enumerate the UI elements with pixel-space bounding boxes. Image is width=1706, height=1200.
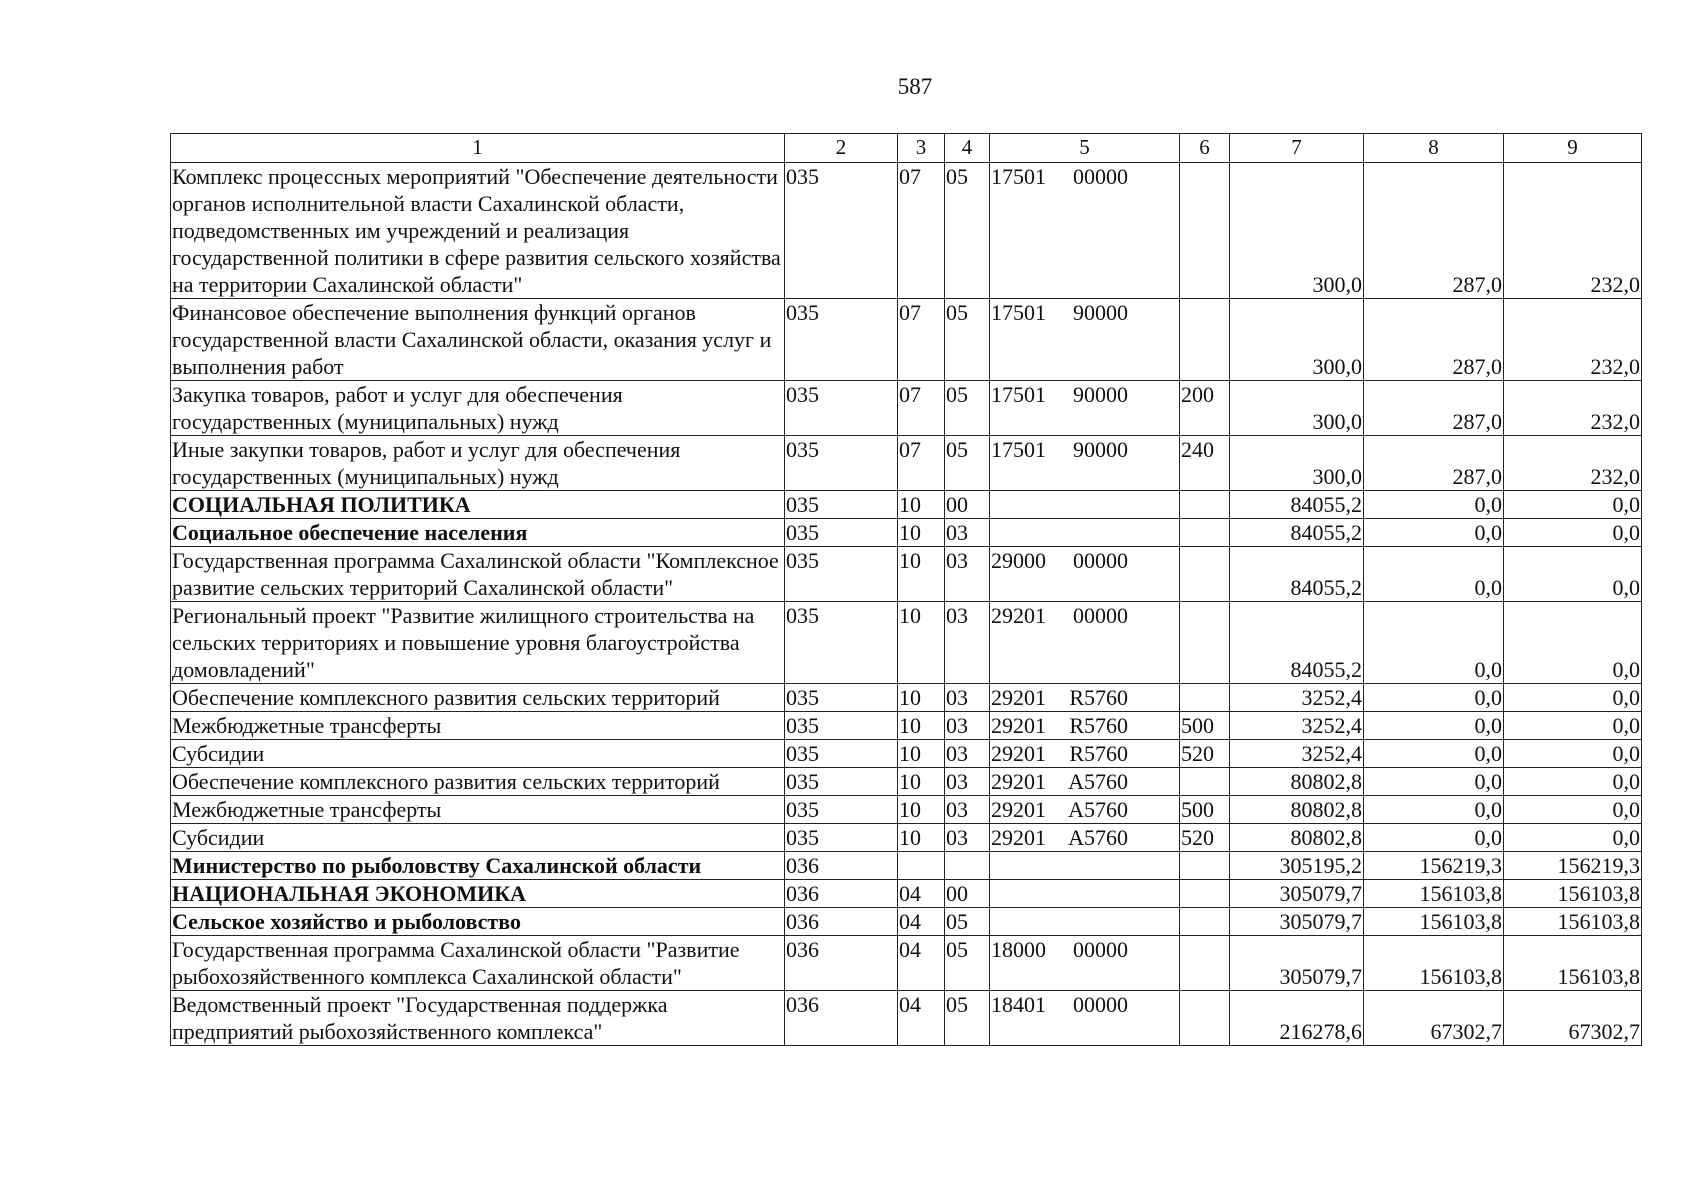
cell-target-article xyxy=(990,768,1180,796)
cell-subsection: 03 xyxy=(945,768,990,796)
cell-amount-col9: 156103,8 xyxy=(1504,880,1642,908)
cell-amount-col9: 232,0 xyxy=(1504,436,1642,491)
cell-target-article-part2: 00000 xyxy=(1073,937,1128,962)
cell-ministry-code: 035 xyxy=(785,796,898,824)
cell-amount-col9: 0,0 xyxy=(1504,602,1642,684)
cell-subsection: 05 xyxy=(945,991,990,1046)
cell-amount-col9: 0,0 xyxy=(1504,824,1642,852)
cell-subsection: 03 xyxy=(945,796,990,824)
row-name: Министерство по рыболовству Сахалинской области xyxy=(171,852,785,880)
cell-target-article-part1: 17501 xyxy=(991,382,1046,407)
cell-amount-col9: 156103,8 xyxy=(1504,908,1642,936)
budget-table xyxy=(170,133,1642,1046)
cell-target-article xyxy=(990,852,1180,880)
table-row xyxy=(171,712,1642,740)
cell-target-article xyxy=(990,547,1180,602)
cell-amount-col7: 300,0 xyxy=(1230,381,1364,436)
cell-subsection: 05 xyxy=(945,936,990,991)
cell-subsection: 03 xyxy=(945,740,990,768)
table-row xyxy=(171,740,1642,768)
table-row xyxy=(171,824,1642,852)
table-row xyxy=(171,519,1642,547)
cell-subsection: 03 xyxy=(945,602,990,684)
cell-amount-col9: 232,0 xyxy=(1504,381,1642,436)
cell-subsection: 05 xyxy=(945,908,990,936)
cell-expense-type: 500 xyxy=(1180,796,1230,824)
cell-amount-col7: 84055,2 xyxy=(1230,602,1364,684)
cell-subsection: 05 xyxy=(945,436,990,491)
cell-ministry-code: 035 xyxy=(785,299,898,381)
cell-amount-col8: 156103,8 xyxy=(1364,908,1504,936)
cell-ministry-code: 036 xyxy=(785,880,898,908)
cell-amount-col8: 0,0 xyxy=(1364,712,1504,740)
cell-amount-col9: 0,0 xyxy=(1504,740,1642,768)
cell-target-article xyxy=(990,824,1180,852)
cell-ministry-code: 035 xyxy=(785,684,898,712)
row-name: Государственная программа Сахалинской области "Комплексное развитие сельских территорий Сахалинской области" xyxy=(171,547,785,602)
cell-target-article xyxy=(990,880,1180,908)
cell-target-article-part2: R5760 xyxy=(1069,741,1128,766)
row-name: Субсидии xyxy=(171,824,785,852)
cell-section: 04 xyxy=(898,908,945,936)
cell-amount-col8: 67302,7 xyxy=(1364,991,1504,1046)
cell-amount-col8: 287,0 xyxy=(1364,163,1504,299)
cell-expense-type xyxy=(1180,852,1230,880)
cell-amount-col8: 0,0 xyxy=(1364,824,1504,852)
cell-amount-col9: 232,0 xyxy=(1504,299,1642,381)
cell-amount-col7: 305079,7 xyxy=(1230,880,1364,908)
cell-expense-type xyxy=(1180,519,1230,547)
cell-ministry-code: 035 xyxy=(785,712,898,740)
cell-amount-col9: 0,0 xyxy=(1504,684,1642,712)
cell-target-article-part2: 90000 xyxy=(1073,437,1128,462)
row-name: Финансовое обеспечение выполнения функций органов государственной власти Сахалинской области, оказания услуг и выполнения работ xyxy=(171,299,785,381)
cell-ministry-code: 035 xyxy=(785,436,898,491)
cell-target-article xyxy=(990,436,1180,491)
cell-amount-col7: 80802,8 xyxy=(1230,796,1364,824)
header-cell: 1 xyxy=(171,134,785,163)
cell-section: 07 xyxy=(898,381,945,436)
table-row xyxy=(171,991,1642,1046)
cell-section: 10 xyxy=(898,491,945,519)
cell-target-article xyxy=(990,796,1180,824)
row-name: Государственная программа Сахалинской области "Развитие рыбохозяйственного комплекса Сахалинской области" xyxy=(171,936,785,991)
cell-amount-col7: 80802,8 xyxy=(1230,824,1364,852)
cell-amount-col7: 3252,4 xyxy=(1230,684,1364,712)
table-row xyxy=(171,602,1642,684)
cell-subsection: 03 xyxy=(945,824,990,852)
cell-section: 04 xyxy=(898,991,945,1046)
cell-target-article-part2: 00000 xyxy=(1073,164,1128,189)
cell-expense-type xyxy=(1180,880,1230,908)
cell-expense-type xyxy=(1180,602,1230,684)
table-row xyxy=(171,491,1642,519)
row-name: Субсидии xyxy=(171,740,785,768)
cell-subsection: 05 xyxy=(945,163,990,299)
cell-target-article-part1: 29201 xyxy=(991,685,1046,710)
cell-expense-type: 520 xyxy=(1180,740,1230,768)
cell-expense-type xyxy=(1180,299,1230,381)
cell-ministry-code: 036 xyxy=(785,852,898,880)
table-row xyxy=(171,299,1642,381)
cell-ministry-code: 035 xyxy=(785,491,898,519)
cell-amount-col9: 0,0 xyxy=(1504,547,1642,602)
cell-ministry-code: 036 xyxy=(785,991,898,1046)
cell-target-article-part1: 29201 xyxy=(991,713,1046,738)
cell-target-article-part1: 29000 xyxy=(991,548,1046,573)
table-row xyxy=(171,936,1642,991)
cell-expense-type xyxy=(1180,547,1230,602)
cell-target-article-part1: 29201 xyxy=(991,769,1046,794)
cell-amount-col8: 287,0 xyxy=(1364,299,1504,381)
cell-target-article-part2: А5760 xyxy=(1068,797,1128,822)
cell-amount-col9: 0,0 xyxy=(1504,712,1642,740)
cell-target-article-part1: 17501 xyxy=(991,437,1046,462)
table-row xyxy=(171,547,1642,602)
row-name: СОЦИАЛЬНАЯ ПОЛИТИКА xyxy=(171,491,785,519)
page-number: 587 xyxy=(897,74,933,99)
cell-subsection: 03 xyxy=(945,712,990,740)
cell-section: 07 xyxy=(898,299,945,381)
cell-subsection: 03 xyxy=(945,519,990,547)
cell-subsection: 00 xyxy=(945,491,990,519)
cell-target-article xyxy=(990,381,1180,436)
cell-amount-col9: 232,0 xyxy=(1504,163,1642,299)
cell-target-article xyxy=(990,991,1180,1046)
cell-amount-col8: 287,0 xyxy=(1364,381,1504,436)
cell-target-article xyxy=(990,684,1180,712)
cell-amount-col8: 0,0 xyxy=(1364,740,1504,768)
cell-target-article-part1: 29201 xyxy=(991,825,1046,850)
cell-target-article-part1: 29201 xyxy=(991,797,1046,822)
cell-ministry-code: 035 xyxy=(785,163,898,299)
cell-target-article-part1: 29201 xyxy=(991,741,1046,766)
cell-section: 10 xyxy=(898,796,945,824)
cell-amount-col8: 0,0 xyxy=(1364,768,1504,796)
cell-subsection: 03 xyxy=(945,684,990,712)
table-row xyxy=(171,908,1642,936)
cell-ministry-code: 035 xyxy=(785,740,898,768)
header-cell: 2 xyxy=(785,134,898,163)
cell-expense-type: 520 xyxy=(1180,824,1230,852)
cell-expense-type xyxy=(1180,908,1230,936)
cell-section: 04 xyxy=(898,936,945,991)
cell-target-article-part1: 17501 xyxy=(991,300,1046,325)
cell-target-article xyxy=(990,908,1180,936)
cell-amount-col8: 0,0 xyxy=(1364,519,1504,547)
cell-subsection xyxy=(945,852,990,880)
table-row xyxy=(171,381,1642,436)
table-row xyxy=(171,163,1642,299)
cell-target-article-part2: R5760 xyxy=(1069,713,1128,738)
cell-amount-col8: 0,0 xyxy=(1364,796,1504,824)
row-name: Ведомственный проект "Государственная поддержка предприятий рыбохозяйственного комплекса" xyxy=(171,991,785,1046)
cell-expense-type xyxy=(1180,163,1230,299)
cell-target-article xyxy=(990,491,1180,519)
table-row xyxy=(171,684,1642,712)
cell-ministry-code: 035 xyxy=(785,768,898,796)
table-row xyxy=(171,768,1642,796)
cell-amount-col9: 0,0 xyxy=(1504,491,1642,519)
cell-subsection: 00 xyxy=(945,880,990,908)
cell-target-article xyxy=(990,740,1180,768)
cell-target-article-part2: А5760 xyxy=(1068,769,1128,794)
header-cell: 8 xyxy=(1364,134,1504,163)
row-name: Обеспечение комплексного развития сельских территорий xyxy=(171,684,785,712)
cell-amount-col8: 156103,8 xyxy=(1364,936,1504,991)
cell-amount-col7: 80802,8 xyxy=(1230,768,1364,796)
cell-amount-col7: 84055,2 xyxy=(1230,519,1364,547)
cell-target-article-part1: 17501 xyxy=(991,164,1046,189)
cell-section: 10 xyxy=(898,712,945,740)
cell-section: 10 xyxy=(898,547,945,602)
cell-section: 10 xyxy=(898,684,945,712)
cell-target-article xyxy=(990,936,1180,991)
header-cell: 6 xyxy=(1180,134,1230,163)
cell-amount-col8: 0,0 xyxy=(1364,684,1504,712)
cell-amount-col9: 156219,3 xyxy=(1504,852,1642,880)
table-row xyxy=(171,796,1642,824)
cell-section: 10 xyxy=(898,519,945,547)
cell-expense-type: 240 xyxy=(1180,436,1230,491)
cell-amount-col7: 305079,7 xyxy=(1230,908,1364,936)
cell-subsection: 05 xyxy=(945,381,990,436)
cell-amount-col9: 0,0 xyxy=(1504,796,1642,824)
row-name: Социальное обеспечение населения xyxy=(171,519,785,547)
row-name: Комплекс процессных мероприятий "Обеспечение деятельности органов исполнительной власти Сахалинской области, подведомственных им учреждений и реализация государственной политики в сфере развития сельского хозяйства на территории Сахалинской области" xyxy=(171,163,785,299)
cell-section: 10 xyxy=(898,768,945,796)
row-name: Обеспечение комплексного развития сельских территорий xyxy=(171,768,785,796)
cell-amount-col8: 0,0 xyxy=(1364,491,1504,519)
cell-ministry-code: 036 xyxy=(785,936,898,991)
cell-amount-col7: 3252,4 xyxy=(1230,712,1364,740)
cell-target-article-part2: А5760 xyxy=(1068,825,1128,850)
cell-amount-col7: 300,0 xyxy=(1230,163,1364,299)
table-row xyxy=(171,436,1642,491)
cell-expense-type xyxy=(1180,936,1230,991)
cell-expense-type: 200 xyxy=(1180,381,1230,436)
cell-ministry-code: 035 xyxy=(785,824,898,852)
cell-subsection: 03 xyxy=(945,547,990,602)
table-row xyxy=(171,880,1642,908)
cell-amount-col9: 156103,8 xyxy=(1504,936,1642,991)
cell-section: 04 xyxy=(898,880,945,908)
cell-amount-col7: 300,0 xyxy=(1230,436,1364,491)
cell-ministry-code: 035 xyxy=(785,519,898,547)
header-row xyxy=(171,134,1642,163)
row-name: Иные закупки товаров, работ и услуг для обеспечения государственных (муниципальных) нужд xyxy=(171,436,785,491)
cell-amount-col8: 156219,3 xyxy=(1364,852,1504,880)
header-cell: 7 xyxy=(1230,134,1364,163)
table-row xyxy=(171,852,1642,880)
cell-target-article-part2: 00000 xyxy=(1073,603,1128,628)
cell-section: 10 xyxy=(898,740,945,768)
cell-target-article-part2: 90000 xyxy=(1073,382,1128,407)
cell-amount-col8: 156103,8 xyxy=(1364,880,1504,908)
cell-amount-col9: 0,0 xyxy=(1504,519,1642,547)
row-name: Закупка товаров, работ и услуг для обеспечения государственных (муниципальных) нужд xyxy=(171,381,785,436)
cell-ministry-code: 035 xyxy=(785,602,898,684)
header-cell: 9 xyxy=(1504,134,1642,163)
cell-target-article-part2: 00000 xyxy=(1073,992,1128,1017)
header-cell: 5 xyxy=(990,134,1180,163)
cell-expense-type xyxy=(1180,491,1230,519)
cell-expense-type xyxy=(1180,768,1230,796)
header-cell: 3 xyxy=(898,134,945,163)
cell-amount-col7: 305079,7 xyxy=(1230,936,1364,991)
cell-subsection: 05 xyxy=(945,299,990,381)
cell-ministry-code: 035 xyxy=(785,381,898,436)
cell-section: 10 xyxy=(898,602,945,684)
cell-amount-col9: 0,0 xyxy=(1504,768,1642,796)
cell-ministry-code: 036 xyxy=(785,908,898,936)
cell-expense-type xyxy=(1180,684,1230,712)
cell-amount-col7: 305195,2 xyxy=(1230,852,1364,880)
cell-amount-col9: 67302,7 xyxy=(1504,991,1642,1046)
row-name: Межбюджетные трансферты xyxy=(171,712,785,740)
cell-section: 07 xyxy=(898,163,945,299)
header-cell: 4 xyxy=(945,134,990,163)
cell-amount-col7: 216278,6 xyxy=(1230,991,1364,1046)
cell-target-article-part2: R5760 xyxy=(1069,685,1128,710)
cell-section: 10 xyxy=(898,824,945,852)
cell-amount-col7: 3252,4 xyxy=(1230,740,1364,768)
cell-amount-col8: 0,0 xyxy=(1364,547,1504,602)
cell-section: 07 xyxy=(898,436,945,491)
cell-expense-type: 500 xyxy=(1180,712,1230,740)
row-name: НАЦИОНАЛЬНАЯ ЭКОНОМИКА xyxy=(171,880,785,908)
cell-amount-col7: 300,0 xyxy=(1230,299,1364,381)
cell-target-article-part2: 90000 xyxy=(1073,300,1128,325)
cell-target-article-part1: 29201 xyxy=(991,603,1046,628)
cell-amount-col7: 84055,2 xyxy=(1230,547,1364,602)
cell-target-article xyxy=(990,602,1180,684)
cell-ministry-code: 035 xyxy=(785,547,898,602)
row-name: Межбюджетные трансферты xyxy=(171,796,785,824)
cell-amount-col8: 287,0 xyxy=(1364,436,1504,491)
cell-target-article-part1: 18401 xyxy=(991,992,1046,1017)
cell-target-article-part1: 18000 xyxy=(991,937,1046,962)
cell-amount-col7: 84055,2 xyxy=(1230,491,1364,519)
cell-section xyxy=(898,852,945,880)
cell-target-article xyxy=(990,519,1180,547)
cell-amount-col8: 0,0 xyxy=(1364,602,1504,684)
cell-target-article xyxy=(990,712,1180,740)
cell-target-article xyxy=(990,299,1180,381)
cell-target-article-part2: 00000 xyxy=(1073,548,1128,573)
row-name: Региональный проект "Развитие жилищного строительства на сельских территориях и повышение уровня благоустройства домовладений" xyxy=(171,602,785,684)
cell-expense-type xyxy=(1180,991,1230,1046)
cell-target-article xyxy=(990,163,1180,299)
row-name: Сельское хозяйство и рыболовство xyxy=(171,908,785,936)
